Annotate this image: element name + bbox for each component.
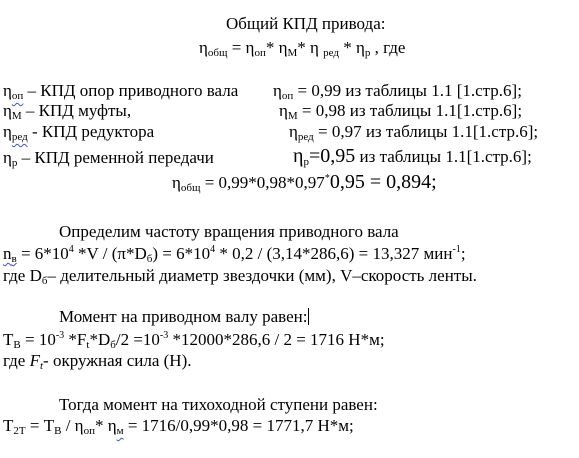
calc-symbol: η [172, 173, 181, 192]
f-dsub: б [110, 339, 116, 351]
val-sub: М [287, 110, 298, 122]
note-sub: б [41, 275, 48, 287]
calc-text1: = 0,99*0,98*0,97 [200, 173, 325, 192]
def-value-r [293, 146, 532, 167]
f-pow2: 4 [210, 244, 216, 255]
f-d: = 1716/0,99*0,98 = 1771,7 Н*м; [123, 416, 354, 435]
text-cursor [308, 308, 309, 325]
sub-r: р [364, 47, 371, 59]
sub-total: общ [207, 47, 228, 59]
f-unit: -1 [452, 244, 461, 255]
formula-eq: = η [227, 38, 255, 57]
f-fsub: t [86, 339, 90, 351]
val-symbol: η [289, 122, 298, 141]
sub-op: оп [254, 47, 266, 59]
def-symbol: η [3, 148, 12, 167]
t-sub: 2Т [13, 425, 26, 437]
note-b: - окружная сила (Н). [43, 351, 192, 370]
section2-formula [3, 330, 385, 350]
f-a: = Т [25, 416, 55, 435]
t-symbol: Т [3, 330, 14, 349]
def-symbol: η [3, 122, 12, 141]
calc-sup: * [324, 173, 330, 184]
val-text: = 0,98 из таблицы 1.1[1.стр.6]; [297, 101, 523, 120]
sub-m: М [287, 47, 298, 59]
section1-formula [3, 244, 466, 264]
f-b: / η [61, 416, 84, 435]
def-desc: – КПД муфты, [21, 101, 132, 120]
def-value-m [279, 101, 522, 121]
def-row-r [3, 148, 214, 168]
note-b: – делительный диаметр звездочки (мм), V–скорость ленты. [47, 266, 477, 285]
val-symbol: η [273, 81, 282, 100]
val-symbol: η [293, 145, 304, 167]
def-row-m [3, 101, 131, 121]
val-sub: р [303, 156, 309, 168]
f-sub3: м [116, 425, 124, 437]
f-d: * 0,2 / (3,14*286,6) = 13,327 мин [215, 244, 453, 263]
f-sub2: оп [83, 425, 95, 437]
calc-sub: общ [180, 182, 201, 194]
def-row-op [3, 81, 238, 101]
calc-text2: 0,95 = 0,894; [329, 171, 437, 193]
eta-symbol: η [199, 38, 208, 57]
page-title: Общий КПД привода: [226, 14, 386, 33]
f-c: *D [89, 330, 111, 349]
f-d: /2 =10 [115, 330, 160, 349]
val-symbol: η [279, 101, 288, 120]
total-efficiency-formula [199, 38, 405, 58]
section2-note [3, 351, 191, 371]
f-pow: 4 [68, 244, 74, 255]
formula-tail: , где [370, 38, 406, 57]
section3-formula [3, 416, 354, 436]
section3-heading: Тогда момент на тихоходной ступени равен: [59, 395, 378, 414]
f-e: ; [460, 244, 466, 263]
def-desc: – КПД ременной передачи [17, 148, 214, 167]
note-F: F [29, 351, 40, 370]
val-big: =0,95 [308, 145, 356, 167]
def-sub: ред [11, 131, 28, 143]
formula-mid3: * η [339, 38, 365, 57]
def-desc: - КПД редуктора [27, 122, 155, 141]
def-sub: М [11, 110, 22, 122]
f-dsub: б [146, 253, 153, 265]
def-sub: оп [11, 90, 24, 102]
val-sub: ред [297, 131, 314, 143]
f-b: *F [64, 330, 87, 349]
t-symbol: Т [3, 416, 14, 435]
note-a: где D [3, 266, 42, 285]
def-value-op [273, 81, 522, 101]
val-text: из таблицы 1.1[1.стр.6]; [355, 147, 532, 166]
f-a: = 10 [20, 330, 56, 349]
note-a: где [3, 351, 30, 370]
total-efficiency-calc [172, 172, 437, 193]
val-sub: оп [281, 90, 294, 102]
formula-mid1: * η [265, 38, 288, 57]
f-pow: -3 [55, 330, 65, 341]
sub-red: ред [323, 47, 339, 59]
section2-heading: Момент на приводном валу равен: [59, 307, 308, 326]
def-row-red [3, 122, 154, 142]
t-sub: В [13, 339, 21, 351]
f-b: *V / (π*D [73, 244, 147, 263]
val-text: = 0,99 из таблицы 1.1 [1.стр.6]; [293, 81, 522, 100]
note-F-sub: t [39, 360, 44, 372]
section1-note [3, 266, 477, 286]
formula-mid2: * η [297, 38, 324, 57]
def-desc: – КПД опор приводного вала [23, 81, 239, 100]
def-value-red [289, 122, 538, 142]
n-symbol: $n_в$ [3, 244, 17, 265]
f-sub1: В [54, 425, 62, 437]
f-pow2: -3 [159, 330, 169, 341]
f-a: = 6*10 [16, 244, 69, 263]
f-e: *12000*286,6 / 2 = 1716 Н*м; [168, 330, 385, 349]
def-symbol: η [3, 101, 12, 120]
section1-heading: Определим частоту вращения приводного вала [59, 222, 399, 241]
f-c: ) = 6*10 [152, 244, 211, 263]
f-c: * η [94, 416, 117, 435]
val-text: = 0,97 из таблицы 1.1[1.стр.6]; [313, 122, 539, 141]
def-symbol: η [3, 81, 12, 100]
def-sub: р [11, 157, 18, 169]
